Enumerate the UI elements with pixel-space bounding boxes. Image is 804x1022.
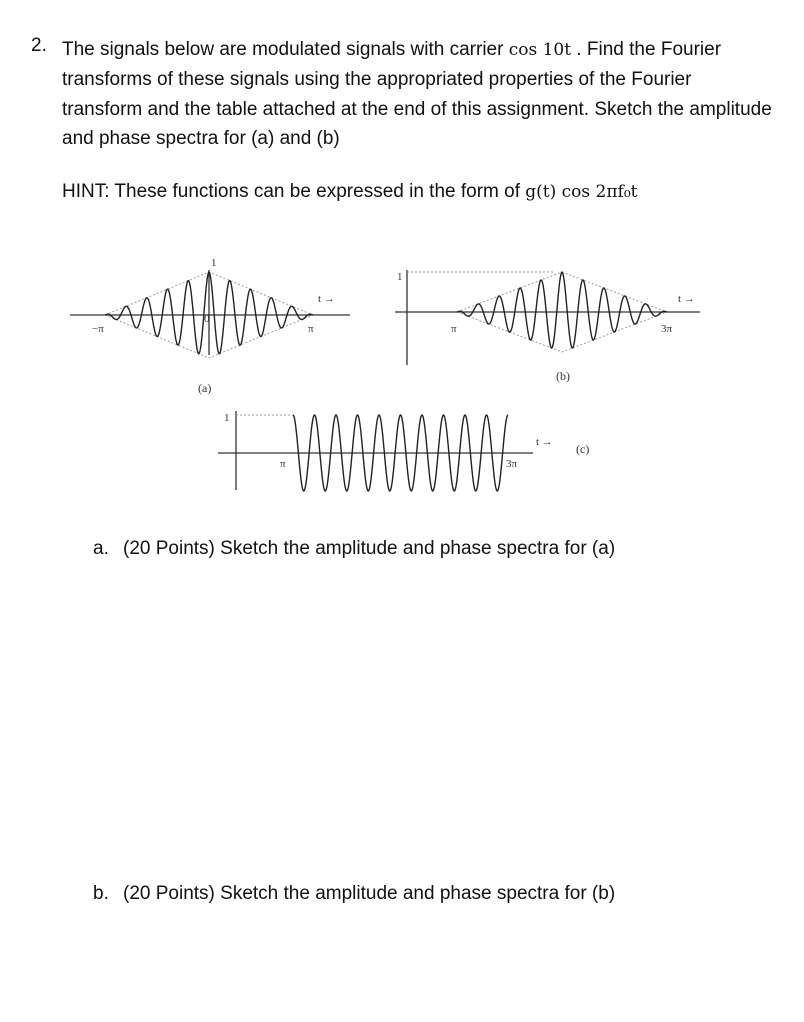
figure-c-tick-3pi: 3π xyxy=(506,458,518,470)
hint-prefix: HINT: These functions can be expressed in the form of xyxy=(62,181,526,202)
figure-b-tick-3pi: 3π xyxy=(661,323,673,335)
figure-b-t-label: t → xyxy=(678,293,695,305)
carrier-formula: cos 10t xyxy=(508,40,572,60)
figure-c-signal xyxy=(218,405,558,495)
figure-a-signal xyxy=(70,250,370,380)
question-text-2: . Find the Fourier transforms of these signals using the appropriated properties of the Fourier transform and the table attached at the end of this assignment. Sketch the amplitude and phase spectra for (a) and (b) xyxy=(62,39,772,149)
figure-a-tick-neg-pi: −π xyxy=(92,323,104,335)
figure-a-t-label: t → xyxy=(318,293,335,305)
figure-b-tick-pi: π xyxy=(451,323,457,335)
figure-c-tick-pi: π xyxy=(280,458,286,470)
part-b xyxy=(93,883,615,905)
question-text-1: The signals below are modulated signals with carrier xyxy=(62,39,509,60)
hint-formula: g(t) cos 2πf₀t xyxy=(525,182,638,202)
part-a xyxy=(93,538,615,560)
figure-b-label: (b) xyxy=(556,369,570,383)
figure-c-label: (c) xyxy=(576,442,590,456)
figure-c-tick-one: 1 xyxy=(224,412,230,424)
part-a-text: (20 Points) Sketch the amplitude and phase spectra for (a) xyxy=(123,538,616,559)
figure-b-tick-one: 1 xyxy=(397,271,403,283)
hint-line xyxy=(62,181,637,203)
figure-a-tick-one: 1 xyxy=(211,257,217,269)
figure-a-tick-pi: π xyxy=(308,323,314,335)
part-b-text: (20 Points) Sketch the amplitude and phase spectra for (b) xyxy=(123,883,616,904)
question-number: 2. xyxy=(31,35,47,56)
figure-b-waveform xyxy=(457,272,667,348)
figure-c-t-label: t → xyxy=(536,436,553,448)
part-a-letter: a. xyxy=(93,538,109,559)
figure-a-tick-zero: 0 xyxy=(204,313,210,325)
figure-b-signal xyxy=(395,260,715,370)
figure-a-label: (a) xyxy=(198,381,212,395)
figure-b-envelope-upper xyxy=(457,272,667,312)
figure-b-envelope-lower xyxy=(457,312,667,352)
question-body xyxy=(62,35,774,153)
part-b-letter: b. xyxy=(93,883,109,904)
